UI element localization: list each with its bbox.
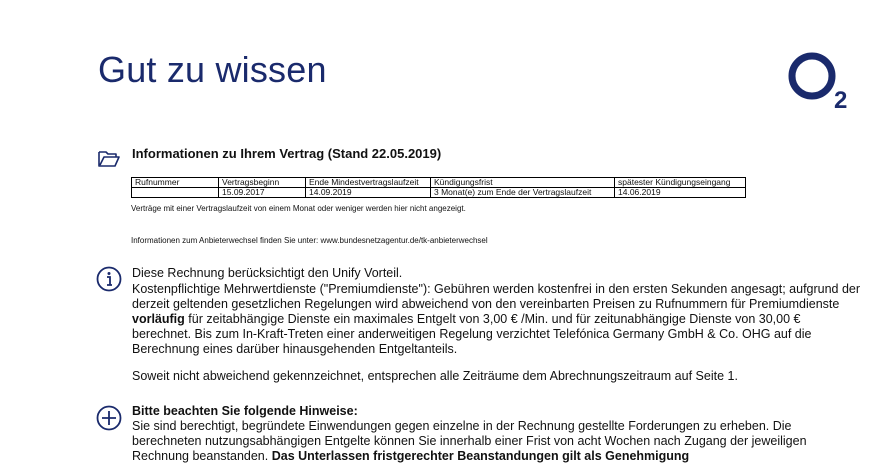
premium-text-bold: vorläufig: [132, 312, 185, 326]
notes-text-part1: Sie sind berechtigt, begründete Einwendungen gegen einzelne in der Rechnung gestellte Forderungen zu erheben. Die berechneten nutzungsabhängigen Entgelte können Sie innerhalb einer Frist von acht Wochen nach Zugang der jeweiligen Rechnung beanstanden.: [132, 419, 807, 463]
cell-vertragsbeginn: 15.09.2017: [219, 188, 306, 198]
col-ende-mindestlaufzeit: Ende Mindestvertragslaufzeit: [306, 178, 431, 188]
table-row: [132, 188, 746, 198]
col-rufnummer: Rufnummer: [132, 178, 219, 188]
col-kuendigungsfrist: Kündigungsfrist: [431, 178, 615, 188]
notes-text: [132, 419, 862, 464]
o2-logo: [786, 50, 852, 112]
contract-heading: Informationen zu Ihrem Vertrag (Stand 22.05.2019): [132, 146, 442, 161]
contract-note: Verträge mit einer Vertragslaufzeit von einem Monat oder weniger werden hier nicht angezeigt.: [131, 204, 466, 213]
col-kuendigungseingang: spätester Kündigungseingang: [615, 178, 746, 188]
cell-kuendigungsfrist: 3 Monat(e) zum Ende der Vertragslaufzeit: [431, 188, 615, 198]
folder-icon: [97, 147, 121, 169]
cell-ende-mindestlaufzeit: 14.09.2019: [306, 188, 431, 198]
contract-table: [131, 177, 746, 198]
premium-text-part1: Kostenpflichtige Mehrwertdienste ("Premiumdienste"): Gebühren werden kostenfrei in den ersten Sekunden angesagt; aufgrund der derzeit geltenden gesetzlichen Regelungen wird abweichend von den vereinbarten Preisen zu Rufnummern für Premiumdienste: [132, 282, 861, 311]
notes-heading: Bitte beachten Sie folgende Hinweise:: [132, 404, 358, 418]
col-vertragsbeginn: Vertragsbeginn: [219, 178, 306, 188]
page-title: Gut zu wissen: [98, 49, 327, 90]
periods-text: Soweit nicht abweichend gekennzeichnet, entsprechen alle Zeiträume dem Abrechnungszeitraum auf Seite 1.: [132, 369, 738, 383]
notes-text-bold: Das Unterlassen fristgerechter Beanstandungen gilt als Genehmigung: [271, 449, 690, 463]
table-header-row: [132, 178, 746, 188]
logo-subscript: 2: [834, 87, 848, 112]
unify-text: Diese Rechnung berücksichtigt den Unify Vorteil.: [132, 266, 403, 280]
cell-kuendigungseingang: 14.06.2019: [615, 188, 746, 198]
plus-circle-icon: [96, 405, 122, 431]
cell-rufnummer: [132, 188, 219, 198]
premium-text-part2: für zeitabhängige Dienste ein maximales Entgelt von 3,00 € /Min. und für zeitunabhängige Dienste von 30,00 € berechnet. Bis zum In-Kraft-Treten einer anderweitigen Regelung verzichtet Telefónica Germany GmbH & Co. OHG auf die Berechnung eines darüber hinausgehenden Entgeltanteils.: [132, 312, 812, 356]
info-icon: [96, 266, 122, 292]
premium-text: [132, 282, 862, 357]
provider-change-note: Informationen zum Anbieterwechsel finden Sie unter: www.bundesnetzagentur.de/tk-anbieterwechsel: [131, 236, 488, 245]
